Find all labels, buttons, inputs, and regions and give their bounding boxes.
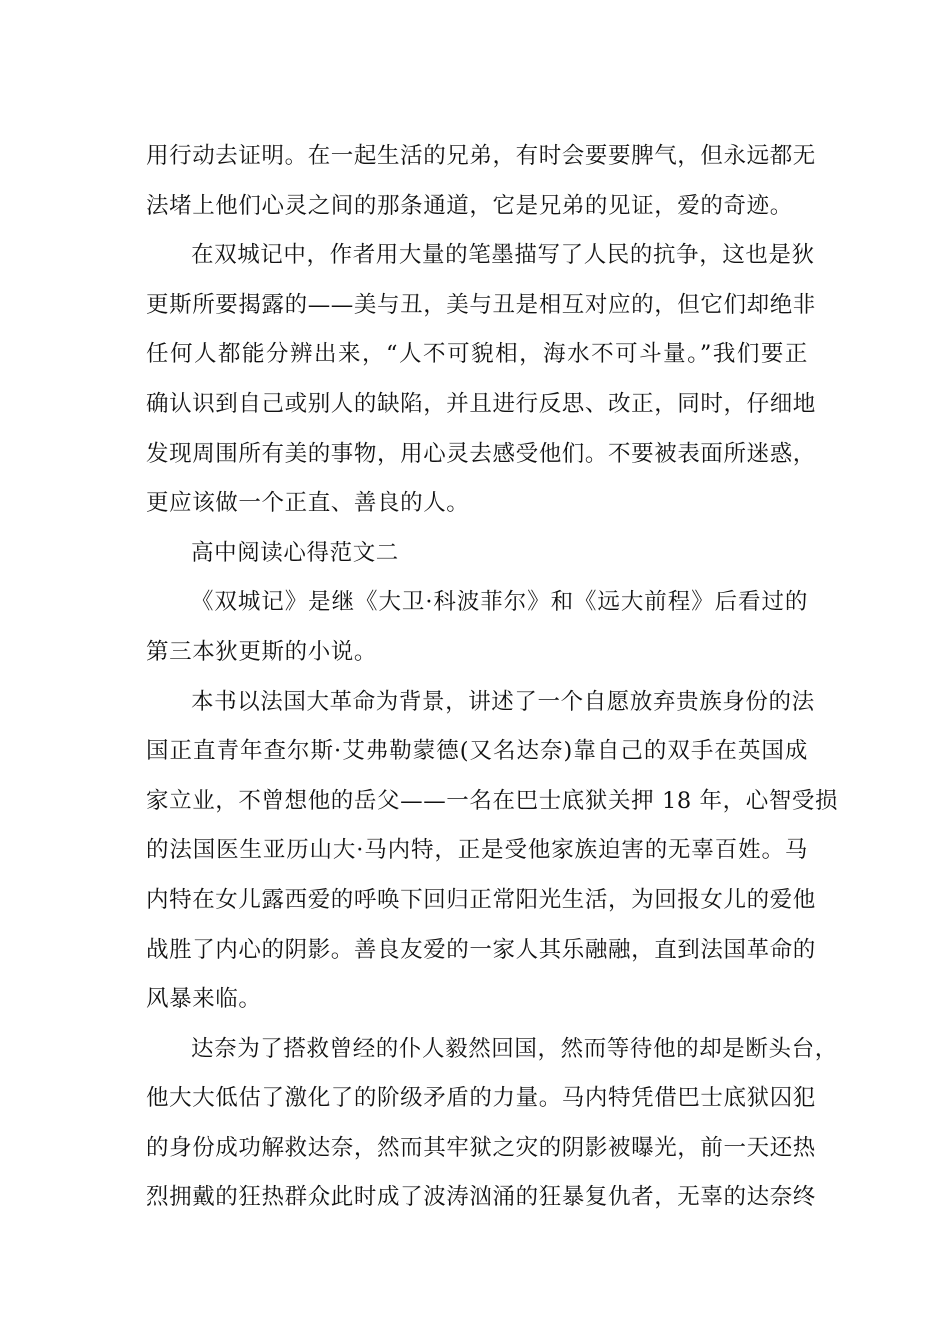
text-line: 第三本狄更斯的小说。 xyxy=(146,638,378,665)
paragraph-1 xyxy=(146,132,816,231)
text-line: 烈拥戴的狂热群众此时成了波涛汹涌的狂暴复仇者，无辜的达奈终 xyxy=(146,1184,816,1211)
section-heading xyxy=(146,529,808,579)
paragraph-3 xyxy=(146,578,808,677)
text-line: 用行动去证明。在一起生活的兄弟，有时会要要脾气，但永远都无 xyxy=(146,143,816,169)
text-line: 更斯所要揭露的——美与丑，美与丑是相互对应的，但它们却绝非 xyxy=(146,291,816,318)
text-line: 家立业，不曾想他的岳父——一名在巴士底狱关押 18 年，心智受损 xyxy=(146,787,839,814)
text-line: 更应该做一个正直、善良的人。 xyxy=(146,490,470,517)
text-line: 在双城记中，作者用大量的笔墨描写了人民的抗争，这也是狄 xyxy=(191,242,815,269)
text-line: 的法国医生亚历山大·马内特，正是受他家族迫害的无辜百姓。马 xyxy=(146,837,808,864)
text-line: 战胜了内心的阴影。善良友爱的一家人其乐融融，直到法国革命的 xyxy=(146,936,816,963)
text-line: 达奈为了搭救曾经的仆人毅然回国，然而等待他的却是断头台， xyxy=(191,1035,838,1062)
text-line: 内特在女儿露西爱的呼唤下回归正常阳光生活，为回报女儿的爱他 xyxy=(146,886,816,913)
text-line: 的身份成功解救达奈，然而其牢狱之灾的阴影被曝光，前一天还热 xyxy=(146,1134,816,1161)
text-line: 发现周围所有美的事物，用心灵去感受他们。不要被表面所迷惑， xyxy=(146,440,816,467)
text-line: 法堵上他们心灵之间的那条通道，它是兄弟的见证，爱的奇迹。 xyxy=(146,192,793,219)
text-line: 国正直青年查尔斯·艾弗勒蒙德(又名达奈)靠自己的双手在英国成 xyxy=(146,738,808,765)
text-line: 任何人都能分辨出来，“人不可貌相，海水不可斗量。”我们要正 xyxy=(146,341,808,368)
text-line: 确认识到自己或别人的缺陷，并且进行反思、改正，同时，仔细地 xyxy=(146,390,816,417)
document-body xyxy=(146,132,839,1223)
paragraph-5 xyxy=(146,1025,838,1223)
text-line: 《双城记》是继《大卫·科波菲尔》和《远大前程》后看过的 xyxy=(191,589,808,616)
paragraph-4 xyxy=(146,678,839,1025)
paragraph-2 xyxy=(146,231,816,529)
text-line: 他大大低估了激化了的阶级矛盾的力量。马内特凭借巴士底狱囚犯 xyxy=(146,1085,816,1112)
text-line: 本书以法国大革命为背景，讲述了一个自愿放弃贵族身份的法 xyxy=(191,688,815,715)
text-line: 风暴来临。 xyxy=(146,986,262,1013)
text-line: 高中阅读心得范文二 xyxy=(191,539,399,566)
